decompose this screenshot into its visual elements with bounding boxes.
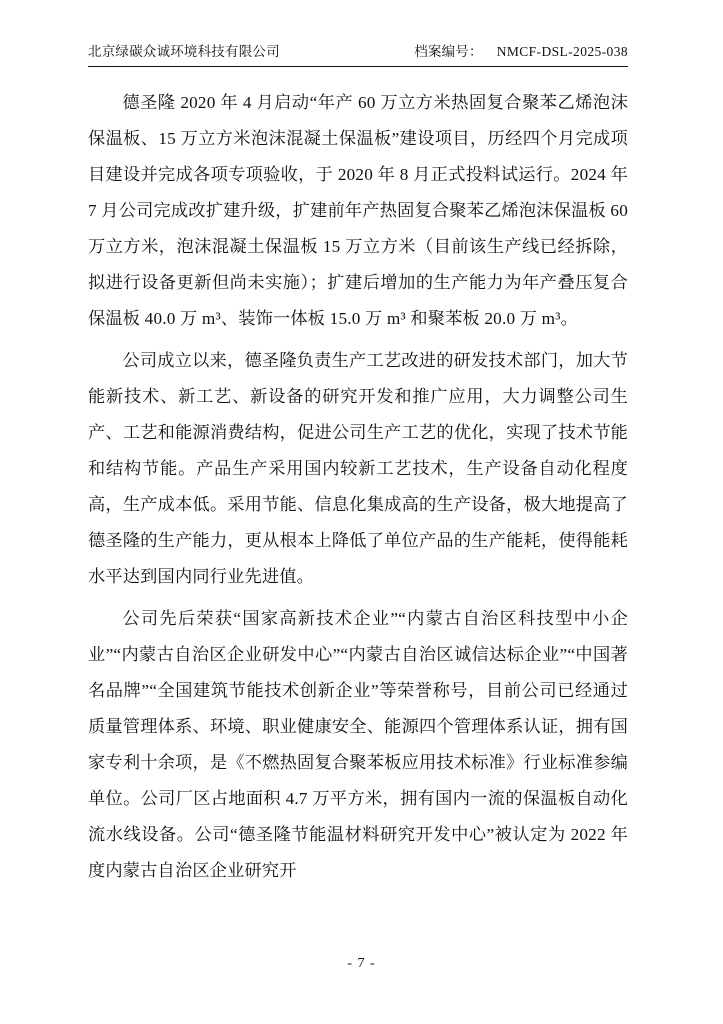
document-body xyxy=(88,85,628,889)
page-number: - 7 - xyxy=(347,956,376,971)
paragraph-2: 公司成立以来，德圣隆负责生产工艺改进的研发技术部门，加大节能新技术、新工艺、新设备的研究开发和推广应用，大力调整公司生产、工艺和能源消费结构，促进公司生产工艺的优化，实现了技术节能和结构节能。产品生产采用国内较新工艺技术，生产设备自动化程度高，生产成本低。采用节能、信息化集成高的生产设备，极大地提高了德圣隆的生产能力，更从根本上降低了单位产品的生产能耗，使得能耗水平达到国内同行业先进值。 xyxy=(88,351,628,586)
paragraph-3: 公司先后荣获“国家高新技术企业”“内蒙古自治区科技型中小企业”“内蒙古自治区企业研发中心”“内蒙古自治区诚信达标企业”“中国著名品牌”“全国建筑节能技术创新企业”等荣誉称号，目前公司已经通过质量管理体系、环境、职业健康安全、能源四个管理体系认证，拥有国家专利十余项，是《不燃热固复合聚苯板应用技术标准》行业标准参编单位。公司厂区占地面积 4.7 万平方米，拥有国内一流的保温板自动化流水线设备。公司“德圣隆节能温材料研究开发中心”被认定为 2022 年度内蒙古自治区企业研究开 xyxy=(88,609,628,880)
archive-code: NMCF-DSL-2025-038 xyxy=(496,44,628,59)
paragraph-1: 德圣隆 2020 年 4 月启动“年产 60 万立方米热固复合聚苯乙烯泡沫保温板、15 万立方米泡沫混凝土保温板”建设项目，历经四个月完成项目建设并完成各项专项验收，于 2020 年 8 月正式投料试运行。2024 年 7 月公司完成改扩建升级，扩建前年产热固复合聚苯乙烯泡沫保温板 60 万立方米，泡沫混凝土保温板 15 万立方米（目前该生产线已经拆除，拟进行设备更新但尚未实施）；扩建后增加的生产能力为年产叠压复合保温板 40.0 万 m³、装饰一体板 15.0 万 m³ 和聚苯板 20.0 万 m³。 xyxy=(88,93,628,328)
page-footer xyxy=(0,956,723,972)
page-content xyxy=(88,40,628,895)
page-header xyxy=(88,40,628,67)
header-archive xyxy=(414,40,628,60)
archive-label: 档案编号： xyxy=(414,44,483,59)
header-company-name: 北京绿碳众诚环境科技有限公司 xyxy=(88,44,280,59)
